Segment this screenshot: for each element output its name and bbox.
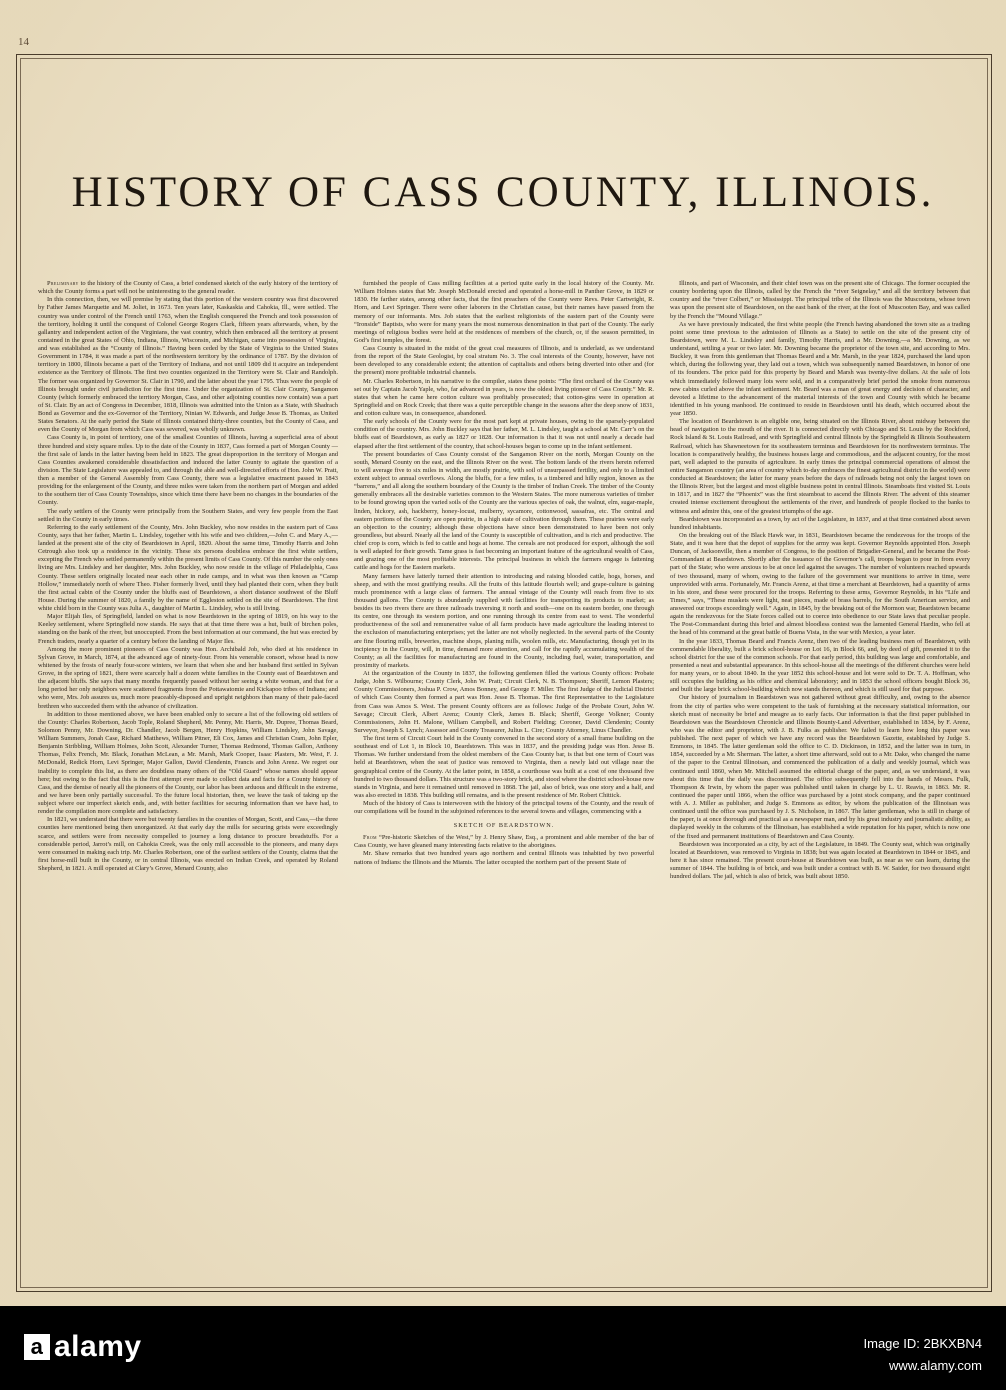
paragraph: [354, 451, 654, 573]
paragraph: [670, 638, 970, 695]
paragraph-text: “Pre-historic Sketches of the West,” by J. Henry Shaw, Esq., a prominent and able member of the bar of Cass County, we have gleaned many interesting facts relative to the aborigines.: [354, 834, 654, 850]
paragraph-text: Major Elijah Iles, of Springfield, landed on what is now Beardstown in the spring of 1819, on his way to the Keeley settlement, where Springfield now stands. He says that at that time there was a hut, built of birchen poles, standing on the bank of the river, but unoccupied. From the best information at our command, the hut was erected by French traders, nearly a quarter of a century before the landing of Major Iles.: [38, 613, 338, 645]
paragraph: [354, 850, 654, 866]
paragraph: [354, 670, 654, 735]
paragraph-text: The early schools of the County were for the most part kept at private houses, owing to the sparsely-populated condition of the country. Mrs. John Buckley says that her father, M. L. Lindsley, taught a school at Mr. Carr’s on the bluffs east of Beardstown, as early as 1827 or 1828. Our information is that it was not until nearly a decade had elapsed after the first settlement of the country, that school-houses began to come up in the infant settlement.: [354, 418, 654, 450]
paragraph-text: Among the more prominent pioneers of Cass County was Hon. Archibald Job, who died at his residence in Sylvan Grove, in March, 1874, at the advanced age of ninety-four. From his venerable consort, whose head is now whitened by the frosts of nearly four-score winters, we learn that when she and her husband first settled in Sylvan Grove, in the spring of 1821, there were scarcely half a dozen white families in the County east of Beardstown and the adjacent bluffs. She says that many months frequently passed without her seeing a white woman, and that for a long period her only neighbors were scattered fragments from the Pottawatomie and Kickapoo tribes of Indians; and who were, Mrs. Job assures us, much more peaceably-disposed and upright neighbors than many of their pale-faced brethren who succeeded them with the advance of civilization.: [38, 645, 338, 710]
paragraph: [354, 735, 654, 800]
paragraph-text: Beardstown was incorporated as a city, by act of the Legislature, in 1849. The County seat, which was originally located at Beardstown, was removed to Virginia in 1838; but was again located at Beardstown in 1844 or 1845, and here it has since remained. The present court-house at Beardstown was built, as near as we can learn, during the summer of 1844. The building is of brick, and was built under a contract with B. W. Saider, for two thousand eight hundred dollars. The jail, which is also of brick, was built about 1850.: [670, 840, 970, 881]
paragraph: [38, 296, 338, 434]
paragraph-text: In this connection, then, we will premise by stating that this portion of the western country was first discovered by Father James Marquette and M. Joliet, in 1673. Ten years later, Kaskaskia and Cahokia, Ill., were settled. The country was under control of the French until 1763, when the English conquered the French and took possession of the territory, holding it until the conquest of Colonel George Rogers Clark, fifteen years afterwards, when, by the gallantry and independent action of the Virginians, the vast country, which then embraced all the territory at present contained in the great States of Ohio, Indiana, Illinois, Wisconsin, and Michigan, came into possession of Virginia, and was established as the “County of Illinois.” Having been ceded by the State of Virginia to the United States Government in 1784, it was made a part of the northwestern territory by the ordinance of 1787. By the division of territory in 1800, Illinois became a part of the Territory of Indiana, and not until 1809 did it acquire an independent existence as the Territory of Illinois. The first two counties organized in the Territory were St. Clair and Randolph. The former was organized by Governor St. Clair in 1790, and the latter about the year 1795. Thus were the people of Illinois brought under civil jurisdiction for the first time. Under the organization of St. Clair County, Sangamon County (which formerly embraced the territory Morgan, Cass, and other adjoining counties now contain) was a part of St. Clair. By an act of Congress in December, 1818, Illinois was admitted into the Union as a State, with Shadrach Bond as Governor and the ex-Governor of the Territory, Ninian W. Edwards, and Judge Jesse B. Thomas, as United States Senators. At the early period the State of Illinois contained thirty-three counties, but the County of Cass, and even the County of Morgan from which Cass was severed, was wholly unknown.: [38, 296, 338, 434]
alamy-logo-icon: a: [24, 1334, 50, 1360]
paragraph-text: The present boundaries of Cass County consist of the Sangamon River on the north, Morgan County on the south, Menard County on the east, and the Illinois River on the west. The bottom lands of the rivers herein referred to will average five to six miles in width, are mostly prairie, with soil of unsurpassed fertility, and only to a limited extent subject to annual overflows. Along the bluffs, for a few miles, is a timbered and hilly region, known as the “barrens,” and all along the southern boundary of the County is the timber of Indian Creek. The timber of the County generally embraces all the desirable varieties common to the Western States. The more numerous varieties of timber to be found growing upon the varied soils of the County are the various species of oak, the walnut, elm, sugar-maple, linden, hickory, ash, hackberry, honey-locust, mulberry, sycamore, cottonwood, sassafras, etc. The central and eastern portions of the County are open prairie, in a high state of cultivation through them. These prairies were early an objection to the country; although these objections have since been demonstrated to have been not only groundless, but absurd. Nearly all the land of the County is susceptible of cultivation, and is rich and productive. The chief crop is corn, which is fed to cattle and hogs at home. The cereals are not produced for export, although the soil is well adapted for their growth. Tame grass is fast becoming an important feature of the agricultural wealth of Cass, and grazing one of the most profitable interests. The principal business in which the farmers engage is fattening cattle and hogs for the Eastern markets.: [354, 450, 654, 572]
paragraph: [670, 841, 970, 882]
paragraph: [38, 646, 338, 711]
paragraph: [670, 321, 970, 419]
site-url-label: www.alamy.com: [889, 1358, 982, 1373]
paragraph: [354, 800, 654, 816]
paragraph-lead-word: Preliminary: [47, 280, 79, 287]
section-heading: SKETCH OF BEARDSTOWN.: [453, 822, 555, 830]
paragraph: [354, 280, 654, 345]
paragraph: [354, 573, 654, 671]
paragraph-text: Mr. Charles Robertson, in his narrative to the compiler, states these points: “The first orchard of the County was set out by Captain Jacob Yaple, who, far advanced in years, is now the oldest living pioneer of Cass County.” Mr. R. states that when he came here cotton culture was profitably prosecuted; that cotton-gins were in operation at Springfield and on Rock Creek; that there was a quite perceptible change in the seasons after the deep snow of 1831, and cotton culture was, in consequence, abandoned.: [354, 377, 654, 417]
paragraph: [38, 613, 338, 646]
paragraph-text: Cass County is situated in the midst of the great coal measures of Illinois, and is underlaid, as we understand from the report of the State Geologist, by coal stratum No. 3. The coal interests of the County, however, have not been developed to any considerable extent; the attention of capitalists and others being diverted into other and (for the present) more profitable industrial channels.: [354, 345, 654, 377]
paragraph: [670, 516, 970, 532]
text-columns: [38, 280, 970, 1280]
paragraph-lead-word: From: [363, 834, 377, 842]
alamy-logo-text: alamy: [54, 1330, 142, 1363]
paragraph-text: As we have previously indicated, the first white people (the French having abandoned the town site as a trading point some time previous to the admission of Illinois as a State) to settle on the site of the present city of Beardstown, were M. L. Lindsley and family, Timothy Harris, and a Mr. Downing,—a Mr. Downing, as we understand, settling a year or two later. Mr. Downing became the proprietor of the town site, and according to Mrs. Buckley, it was from this gentleman that Thomas Beard and a Mr. Marsh, in the year 1824, purchased the land upon which, during the following year, they laid out a town, which was subsequently named Beardstown, in honor of one of its founders. The price paid for this property by Beard and Marsh was twenty-five dollars. At the sale of lots which immediately followed many lots were sold, and in a comparatively brief period the smoke from numerous new cabins curled above the infant settlement. Mr. Beard was a man of great energy and decision of character, and devoted a lifetime to the advancement of the material interests of the town and County with which he became identified in his young manhood. He continued to reside in Beardstown until his death, which occurred about the year 1850.: [670, 320, 970, 417]
paragraph: [354, 834, 654, 850]
paragraph: [670, 280, 970, 321]
paragraph-text: In the year 1833, Thomas Beard and Francis Arenz, then two of the leading business men of Beardstown, with commendable liberality, built a brick school-house on Lot 16, in Block 66, and, by deed of gift, presented it to the school district for the use of the common schools. For that early period, this building was large and comfortable, and presented a neat and substantial appearance. In this school-house all the meetings of the different churches were held for many years, or to about 1840. In the year 1852 this school-house and lot were sold to Dr. T. A. Hoffman, who still occupies the building as his office and chemical laboratory; and in 1853 the school officers bought Block 36, and built the large brick school-building which now stands thereon, and which is still used for that purpose.: [670, 637, 970, 694]
paragraph: [38, 280, 338, 296]
paragraph: [38, 508, 338, 524]
paragraph-text: Many farmers have latterly turned their attention to introducing and raising blooded cattle, hogs, horses, and sheep, and with the most gratifying results. All the fruits of this latitude flourish well; and grape-culture is gaining much prominence with a large class of farmers. The annual vintage of the County will reach from five to six thousand gallons. The County is abundantly supplied with facilities for transporting its products to market; as besides its two rivers there are three railroads traversing it north and south—one on its eastern border, one through its centre, one through its western portion, and one running through its centre from east to west. The wonderful productiveness of the soil and remunerative value of all farm products have made agriculture the leading interest to the exclusion of manufacturing enterprises; yet the latter are not wholly neglected. In the several parts of the County are fine flouring mills, breweries, machine shops, planing mills, woolen mills, etc. Manufacturing, though yet in its incipiency in the County, will, in time, demand more attention, and call for the rapidly accumulating wealth of the County; as all the facilities for manufacturing are found in the County, including fuel, water, transportation, and proximity of markets.: [354, 572, 654, 669]
paragraph-text: Referring to the early settlement of the County, Mrs. John Buckley, who now resides in the eastern part of Cass County, says that her father, Martin L. Lindsley, together with his wife and two children,—John C. and Mary A.,—landed at the present site of the city of Beardstown in April, 1820. About the same time, Timothy Harris and John Cetrough also took up a residence in the vicinity. These six persons doubtless embrace the first white settlers, excepting the French who settled permanently within the present limits of Cass County. Of this number the only ones living are Mrs. Lindsley and her daughter, Mrs. John Buckley, who now reside in the village of Philadelphia, Cass County. These settlers originally located near each other in rude camps, and in what was then known as “Camp Hollow,” immediately north of where Theo. Fisher formerly lived, until they had planted their corn, when they built the first actual cabin of the County under the bluffs east of Beardstown, a short distance southwest of the Bluff House. During the summer of 1820, a family by the name of Eggleston settled on the site of Beardstown. The first white child born in the County was Julia A., daughter of Martin L. Lindsley, who is still living.: [38, 523, 338, 612]
paragraph-text: Mr. Shaw remarks that two hundred years ago northern and central Illinois was inhabited by two powerful nations of Indians: the Illinois and the Miamis. The latter occupied the northern part of the present State of: [354, 850, 654, 866]
paragraph-text: Cass County is, in point of territory, one of the smallest Counties of Illinois, having a superficial area of about three hundred and sixty square miles. Up to the date of the County in 1837, Cass formed a part of Morgan County —the first sale of lands in the latter having been held in 1823. The great disproportion in the territory of Morgan and Cass Counties awakened considerable dissatisfaction and induced the latter County to agitate the question of a division. The State Legislature was appealed to, and through the able and well-directed efforts of Hon. John W. Pratt, then a member of the General Assembly from Cass County, there was a legislative enactment passed in 1843 providing for the enlargement of the County, and three miles were taken from the northern part of Morgan and added to the southern tier of Cass County Townships, since which time there have been no changes in the boundaries of the County.: [38, 434, 338, 507]
paragraph: [38, 816, 338, 873]
paragraph: [38, 711, 338, 817]
paragraph: [670, 694, 970, 840]
paragraph-text: furnished the people of Cass milling facilities at a period quite early in the local history of the County. Mr. William Holmes states that Mr. Joseph McDonald erected and operated a horse-mill in Panther Grove, in 1829 or 1830. He farther states, among other facts, that the first preachers of the County were Revs. Peter Cartwright, R. Horn, and Levi Springer. There were other laborers in the Christian cause, but their names have passed from the memory of our informants. Mrs. Job states that the earliest religionists of the eastern part of the County were “Ironside” Baptists, who were for many years the most numerous denomination in that part of the County. The early meetings of religious bodies were held at the residences of members of the church, or, if the season permitted, in God’s first temples, the forest.: [354, 280, 654, 344]
image-id-label: Image ID: 2BKXBN4: [863, 1336, 982, 1351]
paragraph-text: In addition to those mentioned above, we have been enabled only to secure a list of the following old settlers of the County: Charles Robertson, Jacob Tople, Roland Shepherd, Mr. Penny, Mr. Harris, Mr. Dupree, Thomas Beard, Solomon Penny, Mr. Downing, Dr. Chandler, Jacob Bergen, Henry Hopkins, William Lindsley, John Savage, William Summers, Jonah Case, Richard Matthews, William Pitner, Eli Cox, James and Christian Cram, John Epler, Benjamin Stribbling, William Holmes, John Scott, Alexander Turner, Thomas Redmond, Thomas Gallon, Anthony Thomas, Felix French, Mr. Black, Jonathan McLean, a Mr. Marsh, Mark Cooper, Isaac Plasters, Mr. West, F. J. McDonald, Redick Horn, Levi Springer, Major Gallon, David Clendenin, Francis and John Arenz. We regret our inability to complete this list, as there are doubtless many others of the “Old Guard” whose names should appear here; but owing to the fact that this is the first attempt ever made to collect data and facts for a County history of Cass, and the demise of nearly all the pioneers of the County, our labor has been arduous and difficult in the extreme, and we have been only partially successful. To the future local historian, then, we leave the task of taking up the subject where our imperfect sketch ends, and, with better facilities for securing information than we have had, to render the compilation more complete and satisfactory.: [38, 710, 338, 816]
paragraph-text: The first term of Circuit Court held in the County convened in the second story of a small frame building on the southeast end of Lot 1, in Block 10, Beardstown. This was in 1837, and the presiding judge was Hon. Jesse B. Thomas. We further understand from the oldest members of the Cass County bar, is that but one term of Court was held at Beardstown, when the seat of justice was removed to Virginia, then a newly laid out village near the geographical centre of the County. At the latter point, in 1858, a courthouse was built at a cost of one thousand five hundred to two thousand dollars. This structure was a two-story brick, and stood where the district school-house now stands in Virginia, and here it remained until removed in 1868. The jail, also of brick, was one story and a half, and was also erected in 1838. This building still remains, and is the present residence of Mr. Robert Chittick.: [354, 735, 654, 799]
paragraph: [38, 434, 338, 507]
paragraph-text: Our history of journalism in Beardstown was not gathered without great difficulty, and, owing to the absence from the city of parties who were competent to the task of furnishing at the necessary statistical information, our sketch must of necessity be brief and meagre as to early facts. Our information is that the first paper published in Beardstown was the Beardstown Chronicle and Illinois Bounty-Land Advertiser, established in 1834, by F. Arenz, who was the editor and proprietor, with J. B. Fulks as publisher. We failed to learn how long this paper was published. The next paper of which we have any record was the Beardstown Gazette, established by Judge S. Emmons, in 1845. The latter gentleman sold the office to C. D. Dickinson, in 1852, and the latter was in turn, in 1854, succeeded by a Mr. Sherman. The latter, a short time afterward, sold out to a Mr. Dake, who changed the name of the paper to the Central Illinoisan, and commenced the publication of a daily and weekly journal, which was continued until 1860, when Mr. Mitchell assumed the editorial charge of the paper, and, as we understand, it was about this time that the daily was discontinued. The office subsequently fell into the hands of Messrs. Fulk, Thompson & Irwin, by whom the paper was published until taken in charge by L. U. Reavis, in 1863. Mr. R. continued the paper until 1866, when the office was purchased by a joint stock company, and the paper continued with A. J. Miller as publisher, and Judge S. Emmons as editor, by whom the publication of the Illinoisan was continued until the office was purchased by J. S. Nicholson, in 1867. The latter gentleman, who is still in charge of the paper, is at once thorough and practical as a newspaper man, and by his great industry and journalistic ability, as displayed weekly in the columns of the Illinoisan, has established a wide reputation for his paper, which is now one of the fixed and permanent institutions of Beardstown and Cass County.: [670, 694, 970, 840]
paragraph: [670, 418, 970, 516]
page-number: 14: [18, 36, 29, 48]
text-column-1: [38, 280, 338, 1280]
paragraph: [354, 345, 654, 378]
paragraph-text: The early settlers of the County were principally from the Southern States, and very few people from the East settled in the County in early times.: [38, 507, 338, 523]
text-column-3: [670, 280, 970, 1280]
paragraph: [354, 378, 654, 419]
paragraph: [354, 418, 654, 451]
paragraph-text: At the organization of the County in 1837, the following gentlemen filled the various County offices: Probate Judge, John S. Wilbourne; County Clerk, John W. Pratt; Circuit Clerk, N. B. Thompson; Sheriff, Lemon Plasters; County Commissioners, Joshua P. Crow, Amos Bonney, and George F. Miller. The first Judge of the Judicial District of which Cass County then formed a part was Hon. Jesse B. Thomas. The first Representative to the Legislature from Cass was Amos S. West. The present County officers are as follows: Judge of the Probate Court, John W. Savage; Circuit Clerk, Albert Arenz; County Clerk, James B. Black; Sheriff, George Volkner; County Commissioners, John H. Malone, William Campbell, and Robert Fielding; Coroner, David Clendenin; County Surveyor, Joseph S. Lynch; Assessor and County Treasurer, Julius L. Cire; County Attorney, Linus Chandler.: [354, 670, 654, 734]
paragraph-text: Much of the history of Cass is interwoven with the history of the principal towns of the County, and the result of our compilations will be found in the subjoined references to the several towns and villages, commencing with a: [354, 800, 654, 816]
paragraph-text: In 1821, we understand that there were but twenty families in the counties of Morgan, Scott, and Cass,—the three counties here mentioned being then unorganized. At that early day the mills for securing grists were exceedingly scarce, and settlers were from necessity compelled to journey a long distance to procure breadstuffs. For a considerable period, Jarrot’s mill, on Cahokia Creek, was the only mill accessible to the pioneers, and many days were consumed in making each trip. Mr. Charles Robertson, one of the earliest settlers of the County, claims that the first horse-mill built in the County, or in central Illinois, was erected on Indian Creek, and operated by Roland Shepherd, in 1821. A mill operated at Clary’s Grove, Menard County, also: [38, 816, 338, 872]
paragraph: [38, 524, 338, 613]
paragraph-text: On the breaking out of the Black Hawk war, in 1831, Beardstown became the rendezvous for the troops of the State, and it was here that the depot of supplies for the army was kept. Governor Reynolds appointed Hon. Joseph Duncan, of Jacksonville, then a member of Congress, to the position of Brigadier-General, and he became the Post-Commandant at Beardstown. Shortly after the issuance of the Governor’s call, troops began to pour in from every part of the State; who were anxious to be at once led against the savages. The number of volunteers reached upwards of two thousand, many of whom, owing to the failure of the government war munitions to arrive in time, were unprovided with arms. Fortunately, Mr. Francis Arenz, at that time a merchant at Beardstown, had a quantity of arms in his store, and these were procured for the troops. Referring to these arms, Governor Reynolds, in his “Life and Times,” says, “These muskets were light, neat pieces, made of brass barrels, for the South American service, and answered our troops exceedingly well.” Again, in 1845, by the breaking out of the Mormon war, Beardstown became again the rendezvous for the State forces called out to coerce into obedience to our State laws that peculiar people. The Post-Commandant during this brief and almost bloodless contest was the lamented General Hardin, who fell at the head of his command at the great battle of Buena Vista, in the war with Mexico, a year later.: [670, 531, 970, 637]
page-title: HISTORY OF CASS COUNTY, ILLINOIS.: [71, 169, 935, 216]
watermark-bar: [0, 1306, 1006, 1390]
paragraph-text: The location of Beardstown is an eligible one, being situated on the Illinois River, about midway between the head of navigation to the mouth of the river. It is connected directly with Chicago and St. Louis by the Rockford, Rock Island & St. Louis Railroad, and with Springfield and central Illinois by the Springfield & Illinois Southeastern Railroad, which has Shawneetown for its southeastern terminus and Beardstown for its northwestern terminus. The location is comparatively healthy, the business houses large and commodious, and the adjacent country, for the most part, well adapted to the pursuits of agriculture. In early times the principal commercial operations of almost the entire Sangamon country (an area of country which to-day embraces the finest agricultural district in the world) were conducted at Beardstown; the latter for many years before the days of railroads being not only the largest town on the Illinois River, but the largest and most eligible business point in central Illinois. Steamboats first visited St. Louis in 1817, and in 1827 the “Phoenix” was the first steamboat to ascend the Illinois River. The advent of this steamer created intense excitement throughout the settlements of the river, and hundreds of people flocked to the banks to witness and admire this, one of the greatest triumphs of the age.: [670, 418, 970, 515]
text-column-2: [354, 280, 654, 1280]
paragraph-text: Beardstown was incorporated as a town, by act of the Legislature, in 1837, and at that time contained about seven hundred inhabitants.: [670, 515, 970, 531]
alamy-logo: [24, 1330, 142, 1364]
paragraph: [670, 532, 970, 638]
paragraph-text: Illinois, and part of Wisconsin, and their chief town was on the present site of Chicago. The former occupied the country bordering upon the Illinois, called by the French the “river Seignelay,” and all the territory between that country and the “river Colbert,” or Mississippi. The principal tribe of the Illinois was the Muscootens, whose town was upon the present site of Beardstown, on the east bank of the river, at the foot of Muscooten Bay, and was called by the French the “Mound Village.”: [670, 280, 970, 320]
paragraph-text: to the history of the County of Cass, a brief condensed sketch of the early history of the territory of which the County forms a part will not be uninteresting to the general reader.: [38, 280, 338, 296]
